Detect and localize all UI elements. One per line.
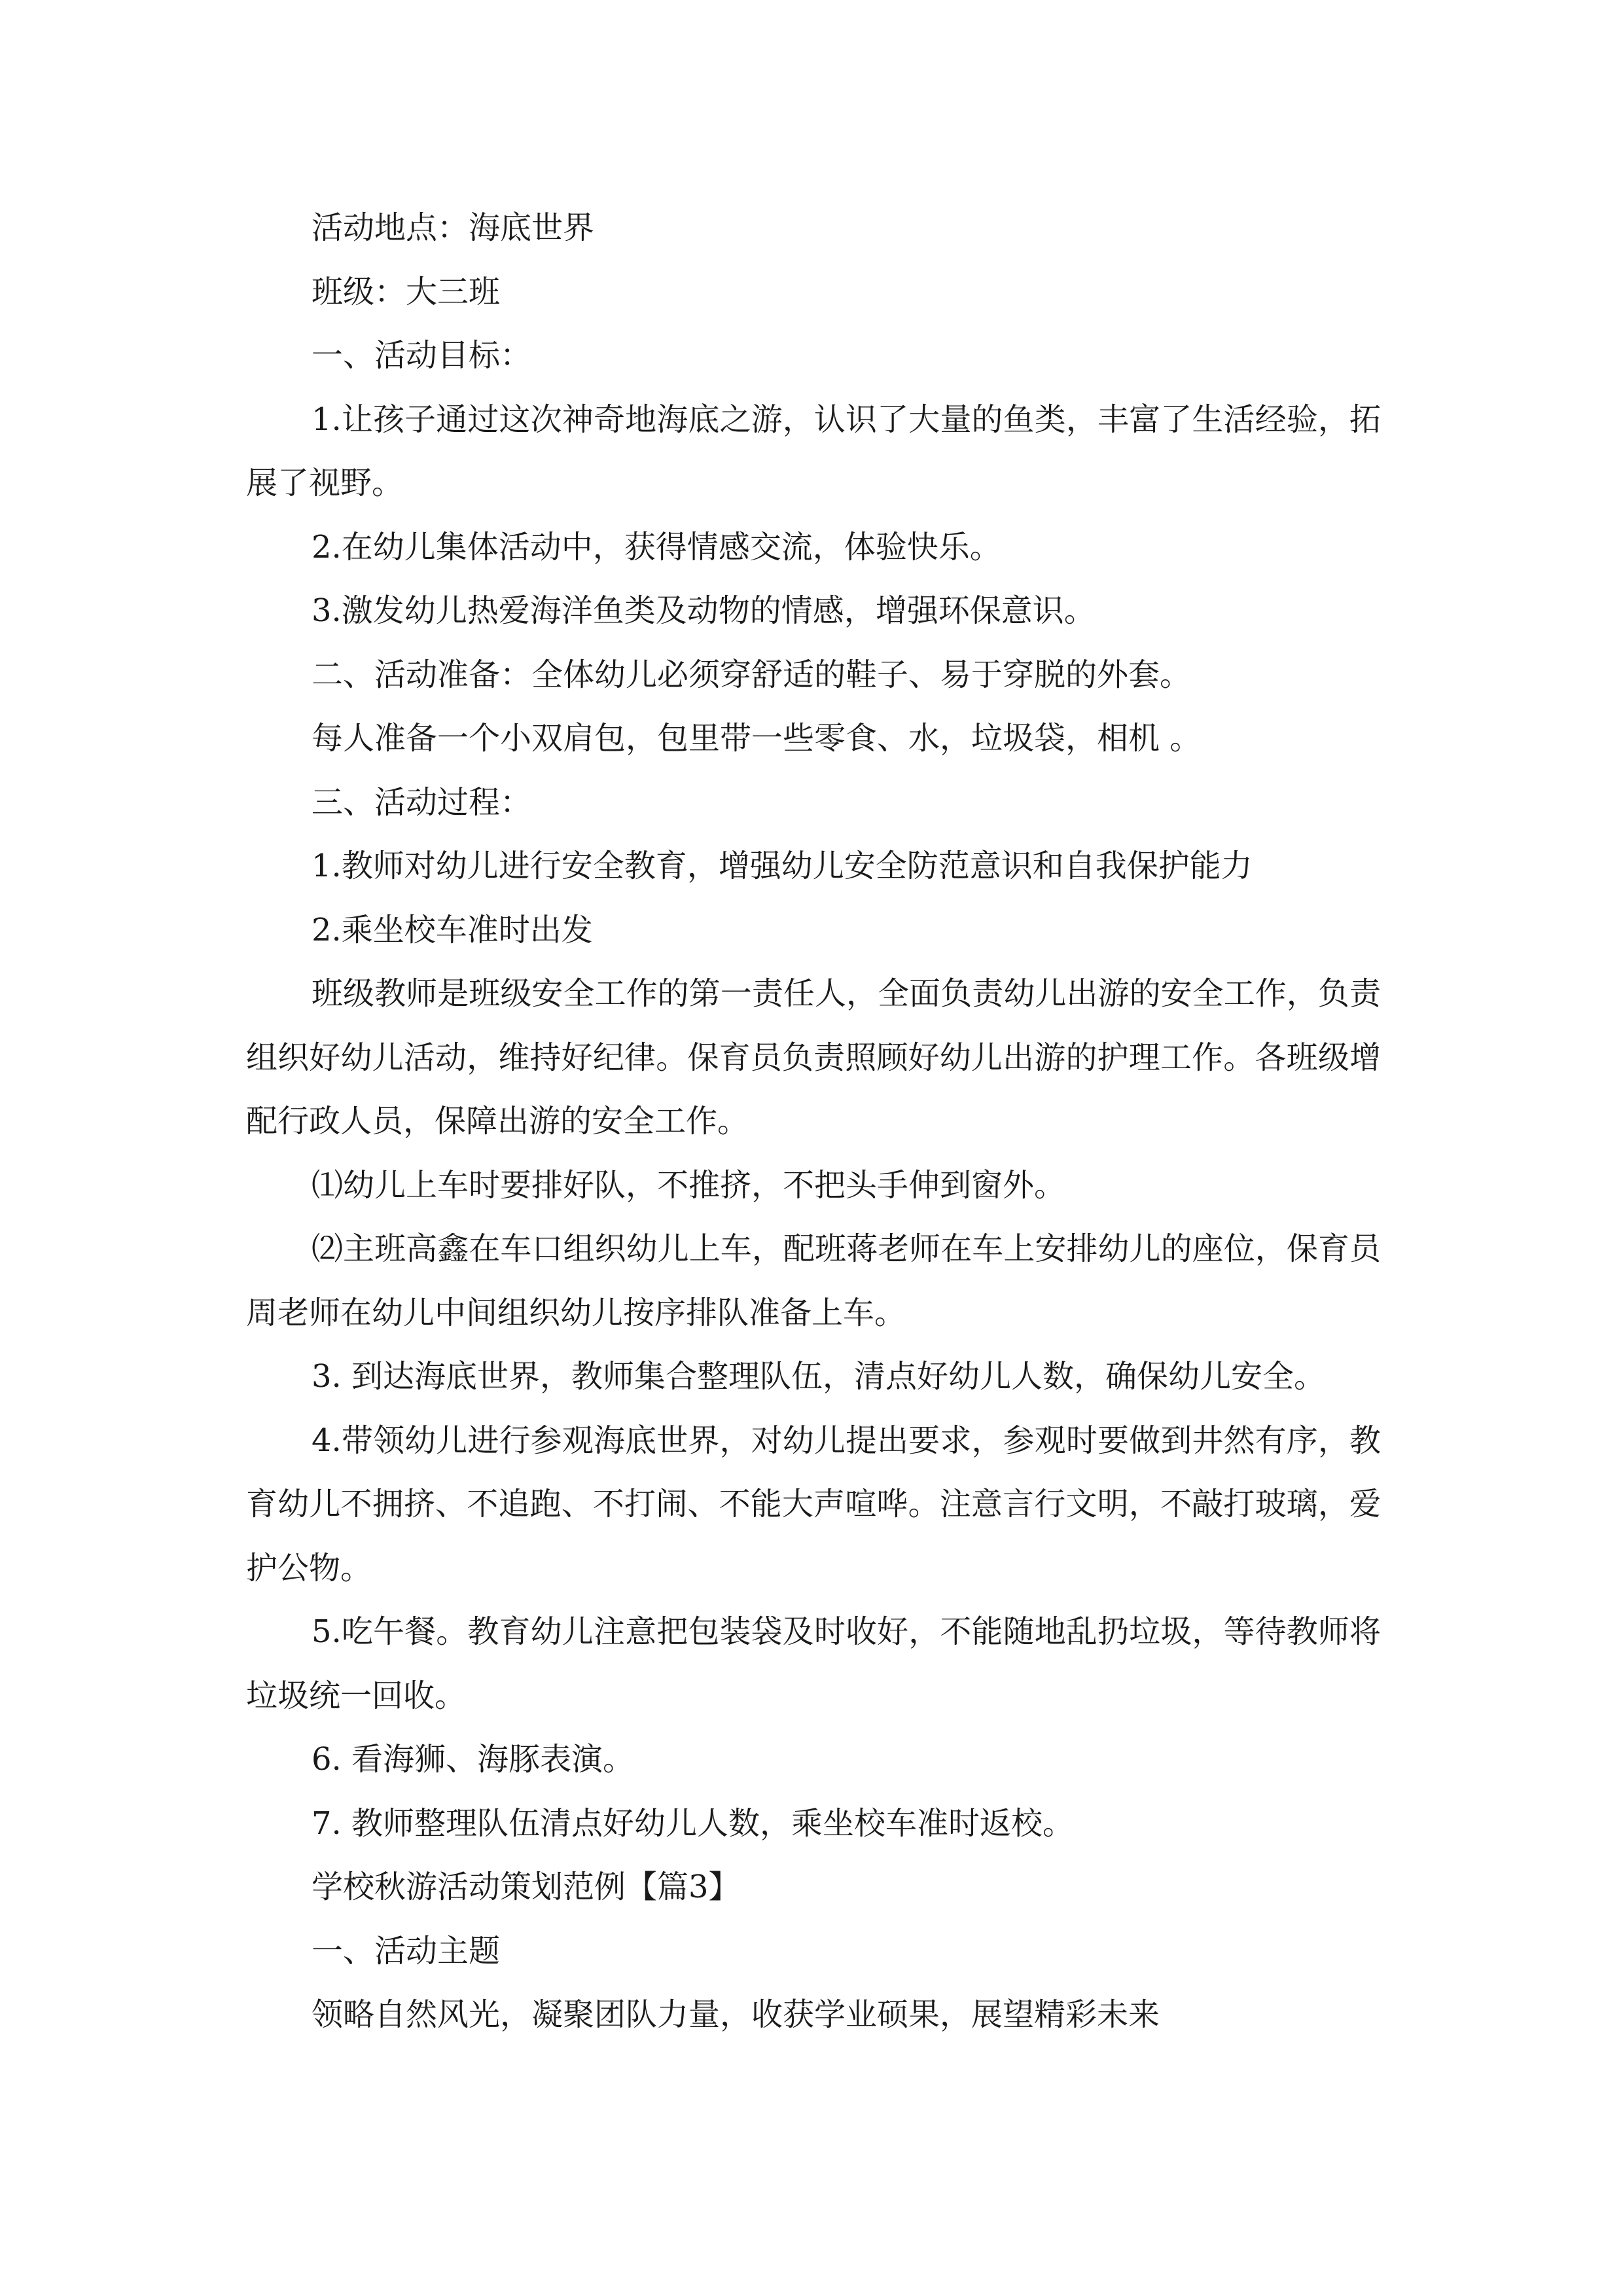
paragraph-boarding-rule-1: ⑴幼儿上车时要排好队，不推挤，不把头手伸到窗外。 <box>312 1166 1066 1204</box>
paragraph-theme: 领略自然风光，凝聚团队力量，收获学业硕果，展望精彩未来 <box>312 1996 1160 2033</box>
paragraph-process-2: 2.乘坐校车准时出发 <box>312 911 593 948</box>
heading-activity-preparation: 二、活动准备：全体幼儿必须穿舒适的鞋子、易于穿脱的外套。 <box>312 656 1192 693</box>
paragraph-goal-1: 1.让孩子通过这次神奇地海底之游，认识了大量的鱼类，丰富了生活经验，拓展了视野。 <box>246 401 1381 501</box>
heading-activity-goals: 一、活动目标： <box>312 337 532 374</box>
paragraph-goal-2: 2.在幼儿集体活动中，获得情感交流，体验快乐。 <box>312 528 1001 565</box>
heading-activity-theme: 一、活动主题 <box>312 1932 501 1969</box>
paragraph-process-1: 1.教师对幼儿进行安全教育，增强幼儿安全防范意识和自我保护能力 <box>312 848 1253 884</box>
paragraph-goal-3: 3.激发幼儿热爱海洋鱼类及动物的情感，增强环保意识。 <box>312 592 1096 629</box>
paragraph-process-3: 3. 到达海底世界，教师集合整理队伍，清点好幼儿人数，确保幼儿安全。 <box>312 1358 1326 1395</box>
paragraph-teacher-responsibility: 班级教师是班级安全工作的第一责任人，全面负责幼儿出游的安全工作，负责组织好幼儿活动，维持好纪律。保育员负责照顾好幼儿出游的护理工作。各班级增配行政人员，保障出游的安全工作。 <box>246 975 1381 1139</box>
paragraph-process-6: 6. 看海狮、海豚表演。 <box>312 1741 635 1778</box>
paragraph-class: 班级：大三班 <box>312 273 501 310</box>
heading-activity-process: 三、活动过程： <box>312 783 532 821</box>
section-title-part-3: 学校秋游活动策划范例【篇3】 <box>312 1869 740 1905</box>
paragraph-process-7: 7. 教师整理队伍清点好幼儿人数，乘坐校车准时返校。 <box>312 1804 1075 1842</box>
paragraph-preparation-items: 每人准备一个小双肩包，包里带一些零食、水，垃圾袋，相机 。 <box>312 720 1202 757</box>
paragraph-activity-location: 活动地点：海底世界 <box>312 209 595 246</box>
document-body <box>246 196 1381 2047</box>
paragraph-boarding-rule-2: ⑵主班高鑫在车口组织幼儿上车，配班蒋老师在车上安排幼儿的座位，保育员周老师在幼儿中间组织幼儿按序排队准备上车。 <box>246 1230 1381 1331</box>
paragraph-process-5: 5.吃午餐。教育幼儿注意把包装袋及时收好，不能随地乱扔垃圾，等待教师将垃圾统一回收。 <box>246 1613 1381 1714</box>
paragraph-process-4: 4.带领幼儿进行参观海底世界，对幼儿提出要求，参观时要做到井然有序，教育幼儿不拥挤、不追跑、不打闹、不能大声喧哗。注意言行文明，不敲打玻璃，爱护公物。 <box>246 1422 1381 1587</box>
